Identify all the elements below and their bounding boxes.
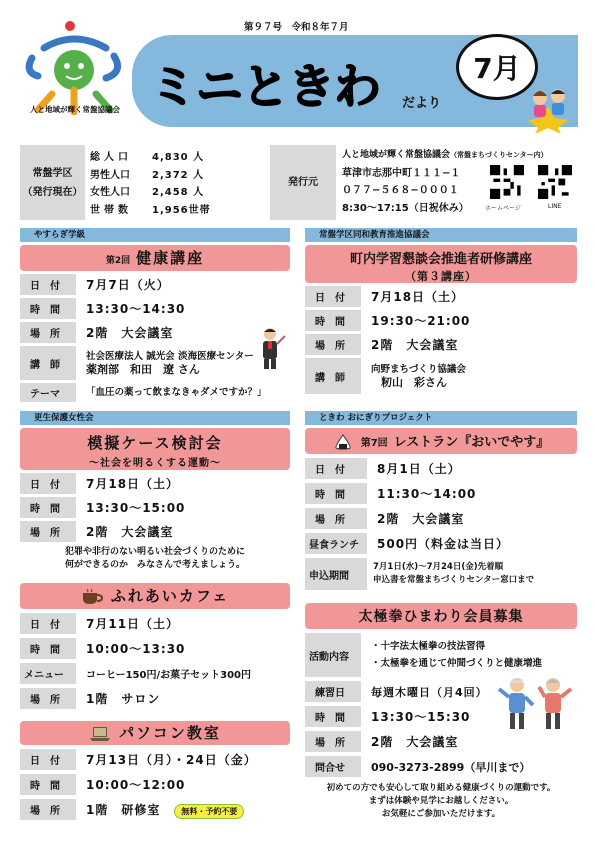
row-label: 日 付	[20, 274, 76, 295]
row-value: 毎週木曜日（月4回）	[371, 685, 488, 699]
row-value	[76, 801, 244, 819]
row-value: 7月13日（月）・24日（金）	[86, 753, 257, 767]
row-label: 場 所	[20, 521, 76, 542]
row-label: 日 付	[20, 749, 76, 770]
row-value: 2階 大会議室	[377, 512, 465, 526]
kanji-logo-icon	[14, 20, 134, 115]
row-label: 申込期間	[305, 558, 367, 590]
line-qr-icon[interactable]	[538, 165, 572, 199]
row-value: 090-3273-2899（早川まで）	[371, 760, 531, 774]
district-label-line2: （発行現在）	[22, 186, 83, 198]
onigiri-icon	[333, 434, 353, 450]
event-title	[20, 721, 290, 745]
homepage-qr-icon[interactable]	[490, 165, 524, 199]
row-value: コーヒー150円/お菓子セット300円	[86, 670, 252, 681]
row-label: 時 間	[20, 497, 76, 518]
info-row-place	[305, 731, 577, 752]
free-no-reservation-badge: 無料・予約不要	[174, 804, 244, 819]
info-row-theme	[20, 383, 290, 402]
newsletter-title-suffix: だより	[402, 96, 442, 111]
event-subtitle: 〜社会を明るくする運動〜	[89, 458, 221, 469]
row-label: メニュー	[20, 663, 76, 684]
row-label: 日 付	[20, 473, 76, 494]
event-title-text: パソコン教室	[119, 724, 221, 742]
row-label: 場 所	[305, 731, 361, 752]
taichi-section	[305, 603, 577, 828]
info-row-lecturer	[305, 358, 577, 394]
health-lecture-section	[20, 228, 290, 403]
lecturer-org: 向野まちづくり協議会	[371, 364, 466, 375]
row-value: 19:30〜21:00	[371, 314, 471, 328]
row-value: 7月18日（土）	[371, 290, 465, 304]
population-table	[90, 147, 262, 217]
restaurant-section	[305, 411, 577, 596]
info-row-lecturer	[20, 346, 290, 380]
row-value: 13:30〜15:30	[371, 710, 471, 724]
row-label: 活動内容	[305, 633, 361, 677]
month-badge: 7月	[456, 34, 538, 100]
lecturer-name: 薬剤部 和田 遼 さん	[86, 363, 200, 376]
note-line: お気軽にご参加いただけます。	[381, 809, 501, 819]
event-title	[305, 428, 577, 454]
event-title-text: 模擬ケース検討会	[87, 434, 223, 452]
info-row-date	[20, 749, 290, 770]
info-row-date	[20, 274, 290, 295]
row-value: 8月1日（土）	[377, 462, 461, 476]
application-period: 7月1日(水)〜7月24日(金)先着順	[373, 562, 504, 572]
note-line: 何ができるのか みなさんで考えましょう。	[64, 560, 245, 570]
info-row-time	[305, 310, 577, 331]
newsletter-title: ミニときわ	[150, 60, 380, 115]
info-row-time	[20, 638, 290, 659]
row-value: 7月18日（土）	[86, 477, 180, 491]
activity-details	[361, 638, 542, 672]
publisher-address: 草津市志那中町１１１−１	[342, 167, 461, 179]
line-qr-label: LINE	[548, 203, 562, 210]
population-value: 2,372 人	[152, 169, 205, 181]
publisher-org-name: 人と地域が輝く常盤協議会	[342, 150, 451, 160]
row-value: 「血圧の薬って飲まなきゃダメですか？」	[86, 387, 267, 398]
event-title	[20, 428, 290, 470]
org-tab: やすらぎ学級	[20, 228, 290, 242]
publisher-phone: ０７７−５６８−０００１	[342, 185, 459, 196]
publisher-org	[342, 147, 548, 165]
info-row-time	[20, 298, 290, 319]
info-row-activity	[305, 633, 577, 677]
row-value: 2階 大会議室	[86, 525, 174, 539]
row-label: 時 間	[20, 774, 76, 795]
population-key: 世帯数	[90, 204, 132, 216]
info-row-place	[305, 508, 577, 529]
event-title	[20, 245, 290, 271]
event-title-text: レストラン『おいでやす』	[393, 435, 550, 450]
publisher-org-note: （常盤まちづくりセンター内）	[450, 151, 548, 159]
info-row-lunch	[305, 533, 577, 554]
row-label: 時 間	[305, 706, 361, 727]
row-label: 時 間	[20, 638, 76, 659]
event-number: 第7回	[360, 438, 388, 449]
row-value: 7月11日（土）	[86, 617, 180, 631]
note-line: 犯罪や非行のない明るい社会づくりのために	[64, 547, 245, 557]
note-line: 初めての方でも安心して取り組める健康づくりの運動です。	[326, 783, 556, 793]
row-label: テーマ	[20, 383, 76, 402]
info-row-place	[20, 799, 290, 820]
info-row-place	[20, 322, 290, 343]
taichi-note	[305, 782, 577, 821]
publisher-label-text: 発行元	[288, 177, 318, 188]
population-value: 2,458 人	[152, 187, 205, 199]
logo-caption: 人と地域が輝く常盤協議会	[30, 105, 120, 114]
row-value: 10:00〜12:00	[86, 778, 186, 792]
taichi-seniors-icon	[497, 675, 575, 731]
event-title	[305, 245, 577, 283]
row-label: 場 所	[20, 688, 76, 709]
laptop-icon	[89, 726, 111, 742]
row-label: 日 付	[20, 613, 76, 634]
row-label: 問合せ	[305, 756, 361, 777]
row-value: 2階 大会議室	[371, 735, 459, 749]
info-row-time	[305, 483, 577, 504]
lecturer-figure-icon	[254, 326, 286, 370]
event-title-text: 健康講座	[136, 249, 205, 267]
row-label: 場 所	[305, 334, 361, 355]
case-note	[20, 546, 290, 572]
cafe-section	[20, 583, 290, 713]
row-value: 500円（料金は当日）	[377, 537, 510, 551]
row-label: 時 間	[305, 310, 361, 331]
population-key: 総人口	[90, 152, 132, 164]
case-study-section	[20, 411, 290, 573]
population-row	[90, 182, 262, 200]
info-row-date	[20, 613, 290, 634]
training-section	[305, 228, 577, 398]
population-row	[90, 147, 262, 165]
row-value: 13:30〜15:00	[86, 501, 186, 515]
event-title-text: 太極拳ひまわり会員募集	[358, 609, 524, 625]
lecturer-org: 社会医療法人 誠光会 淡海医療センター	[86, 351, 254, 362]
application-details	[367, 561, 534, 587]
district-label-line1: 常盤学区	[32, 167, 73, 179]
row-label: 昼食ランチ	[305, 533, 367, 554]
info-row-time	[20, 497, 290, 518]
row-label: 練習日	[305, 681, 361, 702]
row-value: 13:30〜14:30	[86, 302, 186, 316]
population-row	[90, 200, 262, 218]
population-row	[90, 165, 262, 183]
event-number: 第2回	[105, 256, 131, 266]
org-tab: 常盤学区同和教育推進協議会	[305, 228, 577, 242]
population-value: 1,956世帯	[152, 204, 211, 216]
population-key: 女性人口	[90, 187, 130, 199]
row-label: 場 所	[20, 799, 76, 820]
info-row-date	[20, 473, 290, 494]
row-label: 時 間	[20, 298, 76, 319]
info-row-place	[20, 688, 290, 709]
row-value: 7月7日（火）	[86, 278, 170, 292]
event-title	[305, 603, 577, 629]
issue-number: 第９７号 令和８年７月	[244, 22, 349, 33]
population-key: 男性人口	[90, 169, 130, 181]
row-label: 場 所	[20, 322, 76, 343]
lecturer-details	[361, 363, 466, 389]
population-value: 4,830 人	[152, 152, 205, 164]
info-row-application	[305, 558, 577, 590]
row-value: 10:00〜13:30	[86, 642, 186, 656]
row-label: 講 師	[305, 358, 361, 394]
row-value: 11:30〜14:00	[377, 487, 477, 501]
note-line: まずは体験や見学にお越しください。	[368, 796, 514, 806]
info-row-place	[20, 521, 290, 542]
row-value: 2階 大会議室	[86, 326, 174, 340]
coffee-cup-icon	[81, 589, 103, 605]
org-tab: ときわ おにぎりプロジェクト	[305, 411, 577, 425]
event-title-text: 町内学習懇談会推進者研修講座	[349, 252, 532, 267]
info-row-date	[305, 286, 577, 307]
row-label: 日 付	[305, 286, 361, 307]
info-row-place	[305, 334, 577, 355]
event-subtitle: （第３講座）	[405, 270, 477, 283]
activity-line: ・太極拳を通じて仲間づくりと健康増進	[371, 658, 543, 669]
org-tab: 更生保護女性会	[20, 411, 290, 425]
district-label	[20, 145, 85, 220]
lecturer-details	[76, 350, 254, 376]
info-row-contact	[305, 756, 577, 777]
row-label: 日 付	[305, 458, 367, 479]
event-title	[20, 583, 290, 609]
event-title-text: ふれあいカフェ	[110, 587, 230, 605]
kids-on-star-icon	[518, 84, 578, 134]
publisher-hours: 8:30〜17:15（日祝休み）	[342, 202, 469, 214]
info-row-time	[20, 774, 290, 795]
homepage-qr-label: ホームページ	[485, 205, 521, 212]
lecturer-name: 籾山 彩さん	[381, 376, 447, 389]
place-text: 1階 研修室	[86, 802, 161, 817]
activity-line: ・十字法太極拳の技法習得	[371, 641, 486, 652]
publisher-label	[270, 145, 336, 220]
row-label: 時 間	[305, 483, 367, 504]
row-label: 講 師	[20, 346, 76, 380]
row-value: 2階 大会議室	[371, 338, 459, 352]
row-label: 場 所	[305, 508, 367, 529]
info-row	[20, 145, 577, 220]
pc-class-section	[20, 721, 290, 826]
info-row-date	[305, 458, 577, 479]
row-value: 1階 サロン	[86, 692, 161, 706]
application-method: 申込書を常盤まちづくりセンター窓口まで	[373, 575, 535, 585]
info-row-menu	[20, 663, 290, 684]
